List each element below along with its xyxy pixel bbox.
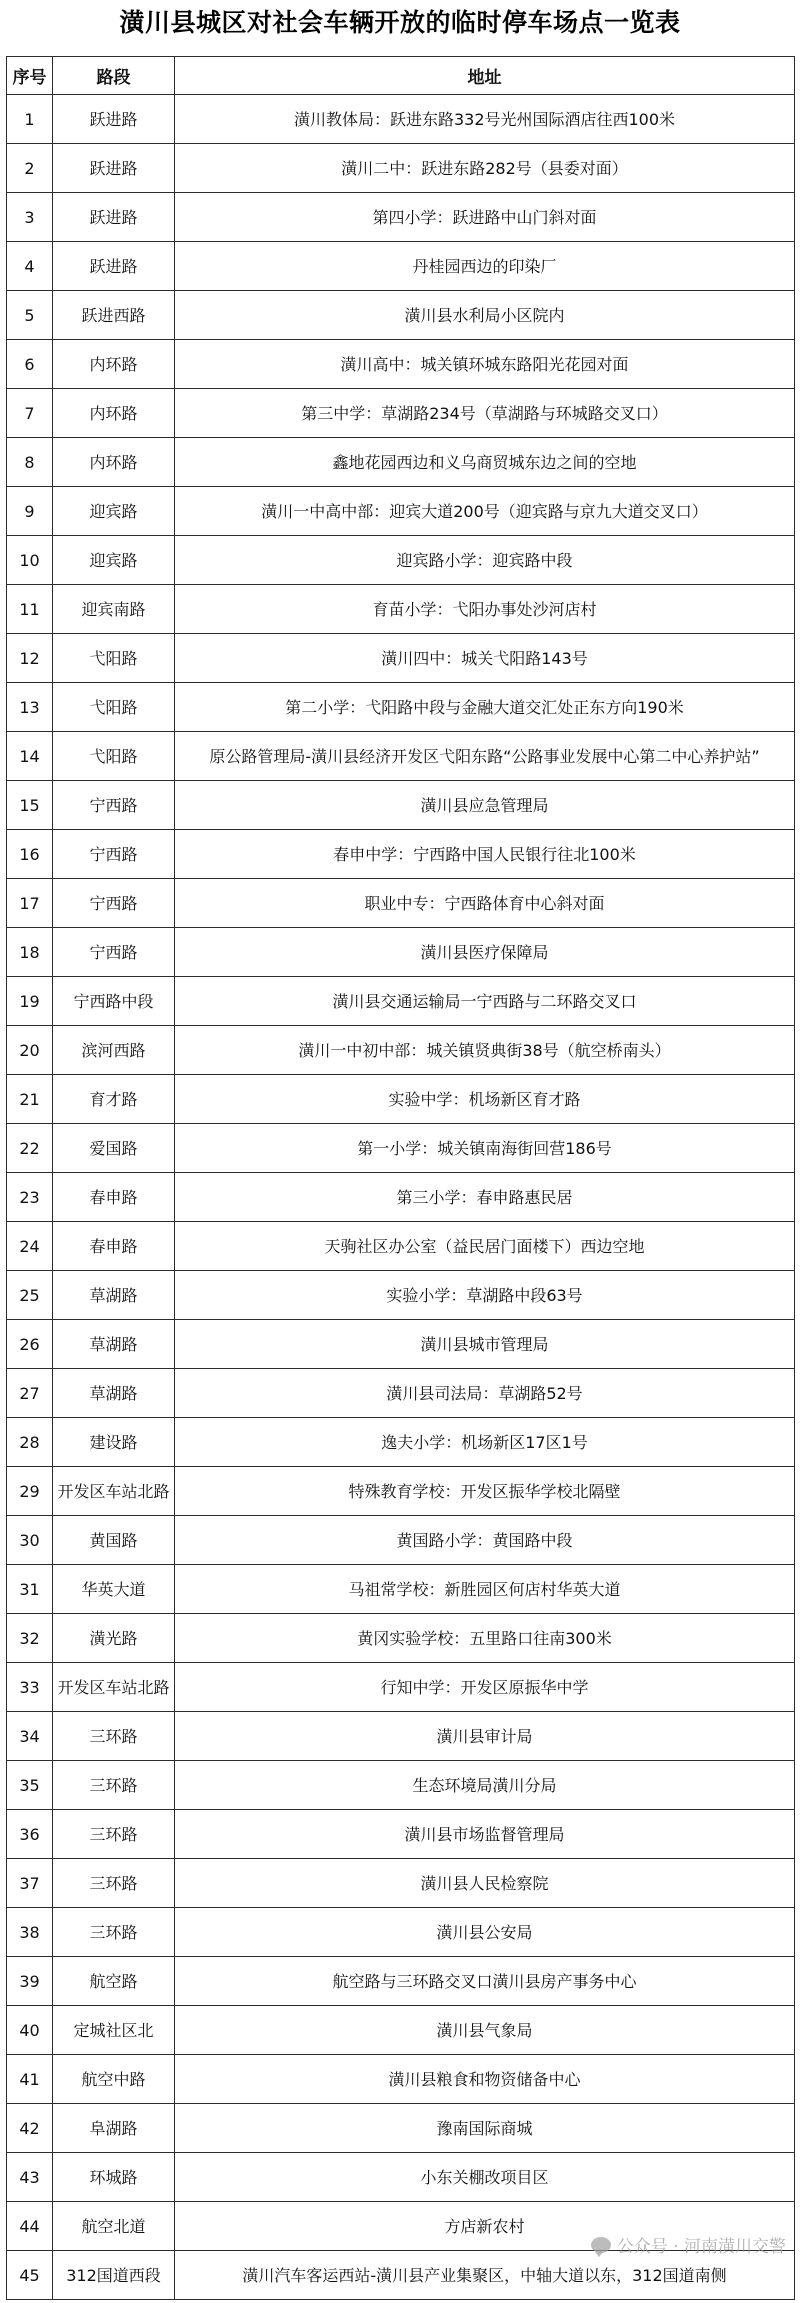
row-address: 潢川县市场监督管理局: [175, 1810, 795, 1859]
row-number: 42: [7, 2104, 53, 2153]
row-number: 10: [7, 536, 53, 585]
row-address: 职业中专：宁西路体育中心斜对面: [175, 879, 795, 928]
row-road: 草湖路: [53, 1271, 175, 1320]
row-address: 潢川县交通运输局一宁西路与二环路交叉口: [175, 977, 795, 1026]
row-number: 31: [7, 1565, 53, 1614]
row-road: 弋阳路: [53, 683, 175, 732]
table-row: [7, 487, 795, 536]
row-road: 春申路: [53, 1173, 175, 1222]
row-road: 内环路: [53, 340, 175, 389]
row-number: 14: [7, 732, 53, 781]
table-row: [7, 1859, 795, 1908]
table-row: [7, 389, 795, 438]
row-number: 1: [7, 95, 53, 144]
table-row: [7, 1418, 795, 1467]
row-number: 13: [7, 683, 53, 732]
table-row: [7, 1565, 795, 1614]
row-road: 滨河西路: [53, 1026, 175, 1075]
table-row: [7, 242, 795, 291]
row-address: 丹桂园西边的印染厂: [175, 242, 795, 291]
row-number: 6: [7, 340, 53, 389]
table-row: [7, 1173, 795, 1222]
row-number: 9: [7, 487, 53, 536]
row-road: 宁西路: [53, 830, 175, 879]
row-number: 3: [7, 193, 53, 242]
row-road: 黄国路: [53, 1516, 175, 1565]
table-row: [7, 1810, 795, 1859]
header-road: 路段: [53, 57, 175, 95]
table-row: [7, 732, 795, 781]
row-road: 三环路: [53, 1761, 175, 1810]
table-row: [7, 1222, 795, 1271]
table-row: [7, 1712, 795, 1761]
row-address: 潢川教体局：跃进东路332号光州国际酒店往西100米: [175, 95, 795, 144]
table-row: [7, 1320, 795, 1369]
row-road: 三环路: [53, 1810, 175, 1859]
row-address: 春申中学：宁西路中国人民银行往北100米: [175, 830, 795, 879]
row-road: 迎宾南路: [53, 585, 175, 634]
row-road: 跃进路: [53, 144, 175, 193]
row-road: 春申路: [53, 1222, 175, 1271]
table-row: [7, 1516, 795, 1565]
row-road: 三环路: [53, 1859, 175, 1908]
table-row: [7, 1957, 795, 2006]
table-row: [7, 1271, 795, 1320]
row-number: 38: [7, 1908, 53, 1957]
row-address: 第四小学：跃进路中山门斜对面: [175, 193, 795, 242]
table-row: [7, 830, 795, 879]
row-number: 32: [7, 1614, 53, 1663]
row-number: 29: [7, 1467, 53, 1516]
row-address: 潢川县水利局小区院内: [175, 291, 795, 340]
row-road: 三环路: [53, 1712, 175, 1761]
row-road: 迎宾路: [53, 536, 175, 585]
row-road: 内环路: [53, 438, 175, 487]
parking-table: [6, 56, 795, 2300]
table-row: [7, 340, 795, 389]
row-address: 小东关棚改项目区: [175, 2153, 795, 2202]
row-address: 潢川高中：城关镇环城东路阳光花园对面: [175, 340, 795, 389]
table-row: [7, 193, 795, 242]
row-number: 4: [7, 242, 53, 291]
row-number: 43: [7, 2153, 53, 2202]
row-address: 潢川县城市管理局: [175, 1320, 795, 1369]
row-number: 39: [7, 1957, 53, 2006]
table-header: [7, 57, 795, 95]
row-number: 12: [7, 634, 53, 683]
row-number: 18: [7, 928, 53, 977]
row-number: 33: [7, 1663, 53, 1712]
row-number: 22: [7, 1124, 53, 1173]
table-row: [7, 1467, 795, 1516]
table-row: [7, 1663, 795, 1712]
row-number: 36: [7, 1810, 53, 1859]
row-road: 迎宾路: [53, 487, 175, 536]
table-row: [7, 2055, 795, 2104]
watermark-text: 公众号 · 河南潢川交警: [616, 2237, 786, 2257]
row-address: 行知中学：开发区原振华中学: [175, 1663, 795, 1712]
table-row: [7, 291, 795, 340]
row-road: 草湖路: [53, 1369, 175, 1418]
wechat-icon: [591, 2237, 611, 2253]
row-address: 方店新农村: [175, 2202, 795, 2251]
row-number: 30: [7, 1516, 53, 1565]
row-road: 潢光路: [53, 1614, 175, 1663]
row-number: 21: [7, 1075, 53, 1124]
row-road: 阜湖路: [53, 2104, 175, 2153]
row-address: 天驹社区办公室（益民居门面楼下）西边空地: [175, 1222, 795, 1271]
row-road: 开发区车站北路: [53, 1467, 175, 1516]
row-number: 41: [7, 2055, 53, 2104]
row-road: 宁西路: [53, 928, 175, 977]
row-address: 逸夫小学：机场新区17区1号: [175, 1418, 795, 1467]
watermark: [591, 2232, 786, 2257]
row-road: 跃进路: [53, 95, 175, 144]
row-address: 潢川二中：跃进东路282号（县委对面）: [175, 144, 795, 193]
row-road: 三环路: [53, 1908, 175, 1957]
table-body: [7, 95, 795, 2300]
row-road: 草湖路: [53, 1320, 175, 1369]
row-number: 35: [7, 1761, 53, 1810]
table-row: [7, 928, 795, 977]
row-number: 45: [7, 2251, 53, 2300]
row-road: 跃进路: [53, 193, 175, 242]
row-number: 20: [7, 1026, 53, 1075]
row-address: 原公路管理局-潢川县经济开发区弋阳东路“公路事业发展中心第二中心养护站”: [175, 732, 795, 781]
row-road: 宁西路中段: [53, 977, 175, 1026]
row-address: 第二小学：弋阳路中段与金融大道交汇处正东方向190米: [175, 683, 795, 732]
row-road: 爱国路: [53, 1124, 175, 1173]
table-row: [7, 1075, 795, 1124]
row-address: 潢川县司法局：草湖路52号: [175, 1369, 795, 1418]
row-number: 19: [7, 977, 53, 1026]
table-row: [7, 2006, 795, 2055]
row-address: 第三中学：草湖路234号（草湖路与环城路交叉口）: [175, 389, 795, 438]
row-address: 潢川一中初中部：城关镇贤典街38号（航空桥南头）: [175, 1026, 795, 1075]
table-row: [7, 1369, 795, 1418]
row-address: 马祖常学校：新胜园区何店村华英大道: [175, 1565, 795, 1614]
row-address: 生态环境局潢川分局: [175, 1761, 795, 1810]
row-address: 黄冈实验学校：五里路口往南300米: [175, 1614, 795, 1663]
row-address: 实验中学：机场新区育才路: [175, 1075, 795, 1124]
row-address: 潢川县粮食和物资储备中心: [175, 2055, 795, 2104]
row-road: 航空中路: [53, 2055, 175, 2104]
row-address: 潢川县公安局: [175, 1908, 795, 1957]
table-row: [7, 1908, 795, 1957]
row-address: 潢川县应急管理局: [175, 781, 795, 830]
row-address: 迎宾路小学：迎宾路中段: [175, 536, 795, 585]
row-address: 特殊教育学校：开发区振华学校北隔壁: [175, 1467, 795, 1516]
row-address: 潢川一中高中部：迎宾大道200号（迎宾路与京九大道交叉口）: [175, 487, 795, 536]
row-road: 建设路: [53, 1418, 175, 1467]
row-address: 鑫地花园西边和义乌商贸城东边之间的空地: [175, 438, 795, 487]
table-row: [7, 1124, 795, 1173]
row-number: 28: [7, 1418, 53, 1467]
row-road: 跃进路: [53, 242, 175, 291]
row-road: 定城社区北: [53, 2006, 175, 2055]
table-row: [7, 879, 795, 928]
table-row: [7, 2251, 795, 2300]
table-row: [7, 977, 795, 1026]
row-number: 16: [7, 830, 53, 879]
row-number: 44: [7, 2202, 53, 2251]
row-road: 宁西路: [53, 781, 175, 830]
row-number: 15: [7, 781, 53, 830]
row-road: 航空北道: [53, 2202, 175, 2251]
row-address: 潢川县审计局: [175, 1712, 795, 1761]
row-address: 实验小学：草湖路中段63号: [175, 1271, 795, 1320]
table-row: [7, 634, 795, 683]
row-number: 27: [7, 1369, 53, 1418]
table-row: [7, 1614, 795, 1663]
row-number: 17: [7, 879, 53, 928]
row-address: 潢川四中：城关弋阳路143号: [175, 634, 795, 683]
row-number: 34: [7, 1712, 53, 1761]
table-row: [7, 438, 795, 487]
row-address: 豫南国际商城: [175, 2104, 795, 2153]
row-road: 开发区车站北路: [53, 1663, 175, 1712]
page-title: 潢川县城区对社会车辆开放的临时停车场点一览表: [119, 8, 681, 37]
row-number: 2: [7, 144, 53, 193]
row-road: 内环路: [53, 389, 175, 438]
row-number: 37: [7, 1859, 53, 1908]
row-number: 8: [7, 438, 53, 487]
row-road: 航空路: [53, 1957, 175, 2006]
row-number: 11: [7, 585, 53, 634]
row-address: 潢川县人民检察院: [175, 1859, 795, 1908]
row-road: 弋阳路: [53, 634, 175, 683]
row-number: 24: [7, 1222, 53, 1271]
row-number: 23: [7, 1173, 53, 1222]
row-number: 40: [7, 2006, 53, 2055]
table-row: [7, 144, 795, 193]
table-row: [7, 536, 795, 585]
row-address: 育苗小学：弋阳办事处沙河店村: [175, 585, 795, 634]
row-address: 潢川县气象局: [175, 2006, 795, 2055]
table-row: [7, 2153, 795, 2202]
row-road: 环城路: [53, 2153, 175, 2202]
row-address: 航空路与三环路交叉口潢川县房产事务中心: [175, 1957, 795, 2006]
header-no: 序号: [7, 57, 53, 95]
table-row: [7, 683, 795, 732]
row-number: 7: [7, 389, 53, 438]
table-row: [7, 585, 795, 634]
row-number: 26: [7, 1320, 53, 1369]
row-address: 潢川汽车客运西站-潢川县产业集聚区，中轴大道以东，312国道南侧: [175, 2251, 795, 2300]
row-road: 弋阳路: [53, 732, 175, 781]
row-road: 华英大道: [53, 1565, 175, 1614]
table-row: [7, 1026, 795, 1075]
table-row: [7, 781, 795, 830]
table-row: [7, 1761, 795, 1810]
row-address: 黄国路小学：黄国路中段: [175, 1516, 795, 1565]
row-address: 第三小学：春申路惠民居: [175, 1173, 795, 1222]
row-road: 跃进西路: [53, 291, 175, 340]
header-address: 地址: [175, 57, 795, 95]
row-address: 潢川县医疗保障局: [175, 928, 795, 977]
table-row: [7, 95, 795, 144]
row-road: 宁西路: [53, 879, 175, 928]
row-number: 25: [7, 1271, 53, 1320]
row-number: 5: [7, 291, 53, 340]
table-row: [7, 2104, 795, 2153]
row-road: 312国道西段: [53, 2251, 175, 2300]
row-address: 第一小学：城关镇南海街回营186号: [175, 1124, 795, 1173]
row-road: 育才路: [53, 1075, 175, 1124]
header-row: [7, 57, 795, 95]
